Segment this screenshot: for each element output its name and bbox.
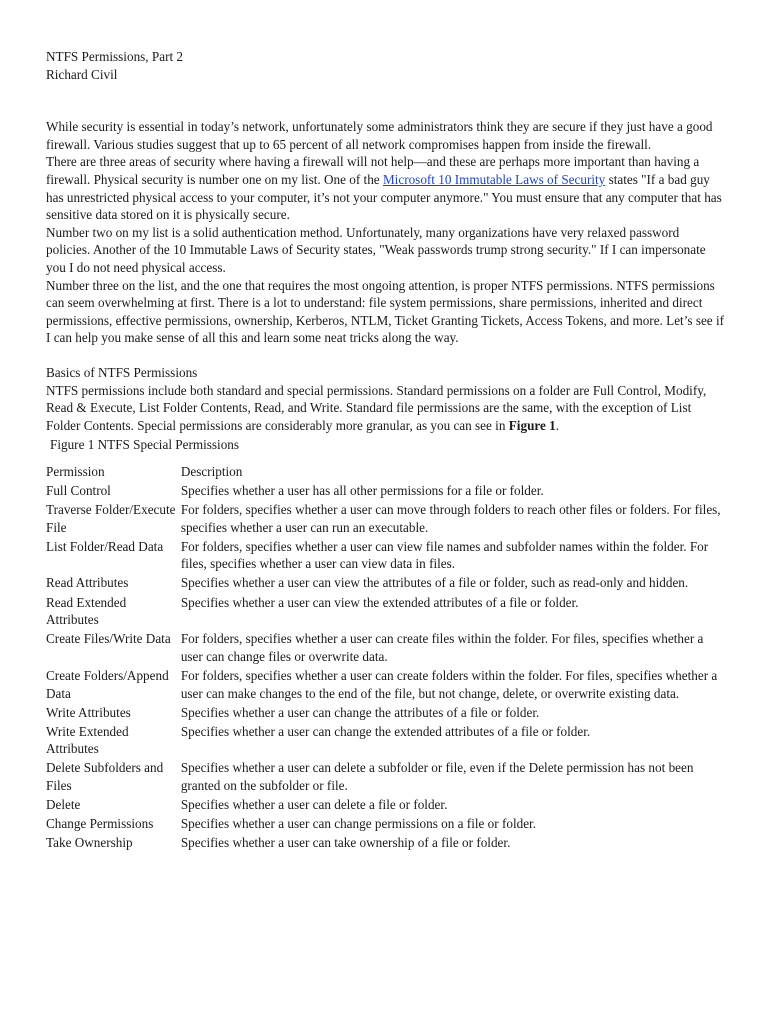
table-row bbox=[44, 574, 726, 593]
table-row bbox=[44, 759, 726, 796]
immutable-laws-link[interactable]: Microsoft 10 Immutable Laws of Security bbox=[382, 171, 606, 187]
permission-name: Create Folders/Append Data bbox=[46, 667, 169, 701]
table-row bbox=[44, 594, 726, 631]
table-row bbox=[44, 630, 726, 667]
permission-name: Change Permissions bbox=[46, 816, 154, 832]
basics-paragraph-end: . bbox=[555, 417, 560, 433]
intro-paragraph-2 bbox=[46, 153, 726, 223]
permission-description: Specifies whether a user can delete a file or folder. bbox=[180, 797, 448, 813]
table-row bbox=[44, 538, 726, 575]
intro-paragraph-4: Number three on the list, and the one that requires the most ongoing attention, is proper NTFS permissions. NTFS permissions can seem overwhelming at first. There is a lot to understand: file system permissions, share permissions, inherited and direct permissions, effective permissions, ownership, Kerberos, NTLM, Ticket Granting Tickets, Access Tokens, and more. Let’s see if I can help you make sense of all this and learn some neat tricks along the way. bbox=[46, 277, 725, 346]
permission-description: Specifies whether a user can change the extended attributes of a file or folder. bbox=[180, 723, 591, 739]
permission-name: Write Attributes bbox=[46, 704, 131, 720]
permission-name: Write Extended Attributes bbox=[46, 723, 129, 757]
permission-name: Take Ownership bbox=[46, 835, 133, 851]
intro-paragraph-2-end: states "If a bad guy has unrestricted physical access to your computer, it’s not your computer anymore." You must ensure that any computer that has sensitive data stored on it is physically secure. bbox=[46, 171, 722, 223]
permission-name: Full Control bbox=[46, 482, 111, 498]
document-title: NTFS Permissions, Part 2 bbox=[46, 49, 184, 64]
permission-description: For folders, specifies whether a user can move through folders to reach other files or folders. For files, specifies whether a user can run an executable. bbox=[180, 502, 721, 535]
permission-description: Specifies whether a user can change permissions on a file or folder. bbox=[180, 816, 537, 832]
table-body bbox=[44, 482, 726, 853]
permission-description: For folders, specifies whether a user can view file names and subfolder names within the folder. For files, specifies whether a user can view data in files. bbox=[180, 538, 709, 572]
table-row bbox=[44, 834, 726, 853]
permission-description: For folders, specifies whether a user can create folders within the folder. For files, specifies whether a user can make changes to the end of the file, but not change, delete, or overwrite existing data. bbox=[180, 667, 718, 701]
permission-name: Create Files/Write Data bbox=[46, 631, 171, 647]
table-row bbox=[44, 723, 726, 760]
permission-description: Specifies whether a user can view the attributes of a file or folder, such as read-only and hidden. bbox=[180, 575, 689, 591]
permission-name: Delete Subfolders and Files bbox=[46, 760, 164, 793]
document-author: Richard Civil bbox=[46, 66, 118, 82]
table-row bbox=[44, 501, 726, 538]
permission-description: Specifies whether a user can change the attributes of a file or folder. bbox=[180, 704, 540, 720]
permission-description: For folders, specifies whether a user can create files within the folder. For files, specifies whether a user can change files or overwrite data. bbox=[180, 631, 704, 664]
table-row bbox=[44, 796, 726, 815]
table-header-row bbox=[44, 463, 726, 482]
permission-name: Traverse Folder/Execute File bbox=[46, 502, 176, 535]
permissions-table bbox=[44, 463, 726, 853]
permission-description: Specifies whether a user can delete a subfolder or file, even if the Delete permission has not been granted on the subfolder or file. bbox=[180, 760, 694, 793]
figure-caption: Figure 1 NTFS Special Permissions bbox=[50, 437, 240, 453]
permission-description: Specifies whether a user can view the extended attributes of a file or folder. bbox=[180, 594, 579, 610]
figure-reference: Figure 1 bbox=[508, 417, 556, 433]
permission-name: Read Extended Attributes bbox=[46, 594, 127, 628]
permission-name: List Folder/Read Data bbox=[46, 538, 164, 554]
intro-paragraph-2-start: There are three areas of security where having a firewall will not help—and these are perhaps more important than having a firewall. Physical security is number one on my list. One of the bbox=[46, 154, 700, 187]
permission-description: Specifies whether a user has all other permissions for a file or folder. bbox=[180, 482, 544, 498]
document-page bbox=[46, 48, 726, 853]
table-row bbox=[44, 704, 726, 723]
basics-paragraph-text: NTFS permissions include both standard and special permissions. Standard permissions on a folder are Full Control, Modify, Read & Execute, List Folder Contents, Read, and Write. Standard file permissions are the same, with the exception of List Folder Contents. Special permissions are considerably more granular, as you can see in bbox=[46, 382, 707, 433]
section-heading: Basics of NTFS Permissions bbox=[46, 364, 198, 380]
basics-paragraph bbox=[46, 382, 726, 435]
intro-paragraph-1: While security is essential in today’s network, unfortunately some administrators think they are secure if they just have a good firewall. Various studies suggest that up to 65 percent of all network compromises happen from inside the firewall. bbox=[46, 119, 713, 152]
table-row bbox=[44, 667, 726, 704]
intro-paragraph-3: Number two on my list is a solid authentication method. Unfortunately, many organizations have very relaxed password policies. Another of the 10 Immutable Laws of Security states, "Weak passwords trump strong security." If I can impersonate you I do not need physical access. bbox=[46, 224, 706, 275]
table-row bbox=[44, 482, 726, 501]
permission-name: Delete bbox=[46, 797, 81, 813]
column-header-permission: Permission bbox=[46, 463, 105, 479]
permission-name: Read Attributes bbox=[46, 575, 129, 591]
permission-description: Specifies whether a user can take ownership of a file or folder. bbox=[180, 835, 511, 851]
column-header-description: Description bbox=[180, 463, 243, 479]
table-row bbox=[44, 815, 726, 834]
